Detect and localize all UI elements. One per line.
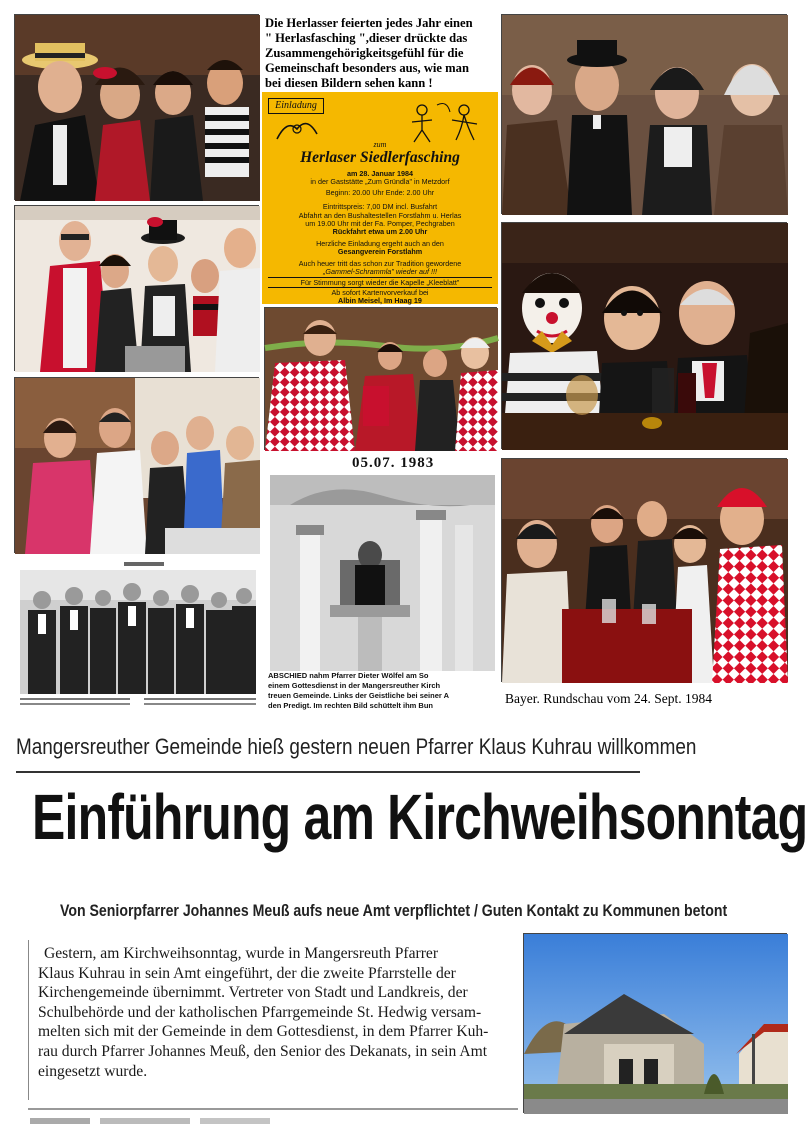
abschied-caption [268,671,497,710]
kicker-rule [16,771,640,773]
photo-carnival-group-hats [14,14,259,200]
poster-line: Albin Meisel, Im Haag 19 [338,296,422,305]
intro-line: Zusammengehörigkeitsgefühl für die [265,46,464,60]
body-line: Schulbehörde und der katholischen Pfarrgemeinde St. Hedwig versam- [38,1003,482,1021]
clipping-date: 05.07. 1983 [352,455,435,471]
photo-church-building [523,933,787,1113]
body-line: melten sich mit der Gemeinde in dem Gottesdienst, in dem Pfarrer Kuh- [38,1023,489,1041]
intro-line: " Herlasfasching ",dieser drückte das [265,31,468,45]
caption-line: treuen Gemeinde. Links der Geistliche bei seiner A [268,691,450,700]
article-subline: Von Seniorpfarrer Johannes Meuß aufs neue Amt verpflichtet / Guten Kontakt zu Kommunen betont [60,901,728,920]
poster-line: Beginn: 20.00 Uhr Ende: 2.00 Uhr [325,188,435,197]
photo-clown-face-table [501,222,787,449]
poster-line: Ab sofort Kartenvorverkauf bei [331,288,429,297]
caption-line: einem Gottesdienst in der Mangersreuther Kirch [268,681,441,690]
poster-line: in der Gaststätte „Zum Gründla" in Metzdorf [310,177,450,186]
caption-line: den Predigt. Im rechten Bild schüttelt ihm Bun [268,701,434,710]
poster-line: Für Stimmung sorgt wieder die Kapelle „Kleeblatt" [268,277,492,288]
poster-line: Rückfahrt etwa um 2.00 Uhr [332,227,428,236]
clipping-top-rule [124,562,164,566]
photo-harlequin-table [501,458,787,682]
photo-men-in-suits [20,570,256,694]
poster-zum: zum [373,140,387,149]
poster-line: Auch heuer tritt das schon zur Tradition gewordene [298,259,462,268]
poster-line: um 19.00 Uhr mit der Fa. Pomper, Pechgraben [305,219,455,228]
article-headline: Einführung am Kirchweihsonntag [32,781,807,853]
poster-line: Eintrittspreis: 7,00 DM incl. Busfahrt [322,202,438,211]
photo-checkered-costumes [264,307,497,450]
body-line: Gestern, am Kirchweihsonntag, wurde in Mangersreuth Pfarrer [44,945,439,962]
body-bottom-rule [28,1108,518,1110]
photo-church-pulpit [270,475,495,671]
article-body [38,944,518,1094]
body-line: Kirchengemeinde übernimmt. Vertreter von Stadt und Landkreis, der [38,984,468,1002]
clipping-caption-lines [20,696,256,708]
caption-line: ABSCHIED nahm Pfarrer Dieter Wölfel am So [268,671,429,680]
intro-line: bei diesen Bildern sehen kann ! [265,76,433,90]
intro-line: Gemeinschaft besonders aus, wie man [265,61,469,75]
poster-badge: Einladung [268,98,324,114]
source-note: Bayer. Rundschau vom 24. Sept. 1984 [505,691,712,706]
poster-dancers-icon [402,100,490,144]
body-line: Klaus Kuhrau in sein Amt eingeführt, der die zweite Pfarrstelle der [38,964,456,982]
invitation-poster [262,92,498,304]
poster-line: Abfahrt an den Bushaltestellen Forstlahm u. Herlas [298,211,462,220]
body-line: eingesetzt wurde. [38,1062,148,1080]
intro-line: Die Herlasser feierten jedes Jahr einen [265,16,473,30]
body-line: rau durch Pfarrer Johannes Meuß, den Senior des Dekanats, in sein Amt [38,1042,488,1060]
clipping-abschied [264,455,497,710]
poster-line: Herzliche Einladung ergeht auch an den [316,239,444,248]
bottom-cutoff-text [30,1114,290,1128]
clipping-men-in-suits [14,562,259,710]
intro-text [265,16,497,94]
poster-title: Herlaser Siedlerfasching [300,149,460,166]
article-kicker: Mangersreuther Gemeinde hieß gestern neuen Pfarrer Klaus Kuhrau willkommen [16,734,697,759]
poster-line: am 28. Januar 1984 [347,169,413,178]
photo-party-group-vests [14,205,259,371]
photo-party-dancing [14,377,259,553]
photo-costumed-monks [501,14,787,214]
poster-line: „Gammel-Schrammla" wieder auf !!! [323,267,437,276]
poster-line: Gesangverein Forstlahm [337,247,423,256]
body-left-rule [28,940,29,1100]
